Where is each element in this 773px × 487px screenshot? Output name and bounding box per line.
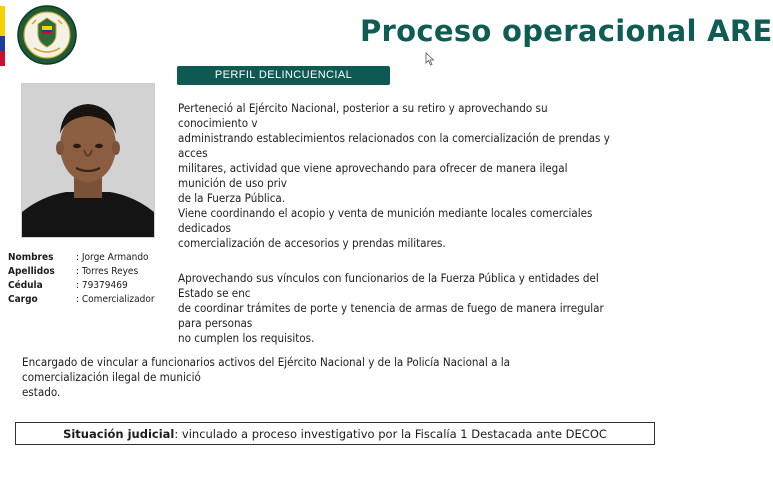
colombia-flag-stripe [0,6,5,66]
profile-paragraph-3: Aprovechando sus vínculos con funcionarios de la Fuerza Pública y entidades del Estado se enc de coordinar trámites de porte y tenencia de armas de fuego de manera irregular para personas no cumplen los requisitos. [178,272,604,345]
section-header-profile: PERFIL DELINCUENCIAL [177,66,390,85]
profile-paragraph-1: Perteneció al Ejército Nacional, posterior a su retiro y aprovechando su conocimiento v administrando establecimientos relacionados con la comercialización de prendas y acces militares, actividad que viene aprovechando para ofrecer de manera ilegal munición de uso priv de la Fuerza Pública. [178,102,610,205]
judicial-status-box [15,422,655,445]
info-label: Nombres [8,252,54,263]
info-label: Cédula [8,280,43,291]
info-label: Apellidos [8,266,55,277]
judicial-status-text: : vinculado a proceso investigativo por la Fiscalía 1 Destacada ante DECOC [174,427,607,441]
info-value: : 79379469 [76,280,128,291]
info-row-cedula [8,279,158,293]
police-emblem-logo [16,4,78,66]
info-value: : Comercializador [76,294,155,305]
judicial-status-label: Situación judicial [63,427,175,441]
info-row-nombres [8,251,158,265]
suspect-info-table [8,251,158,321]
mouse-pointer-icon [425,52,435,66]
page-title: Proceso operacional ARE [360,14,773,48]
info-row-cargo [8,293,158,307]
info-label: Cargo [8,294,38,305]
info-row-apellidos [8,265,158,279]
profile-paragraph-4: Encargado de vincular a funcionarios activos del Ejército Nacional y de la Policía Nacional a la comercialización ilegal de munició estado. [22,356,511,399]
info-value: : Jorge Armando [76,252,149,263]
info-value: : Torres Reyes [76,266,139,277]
profile-paragraph-2: Viene coordinando el acopio y venta de munición mediante locales comerciales dedicados comercialización de accesorios y prendas militares. [178,207,593,250]
suspect-photo [21,83,155,238]
